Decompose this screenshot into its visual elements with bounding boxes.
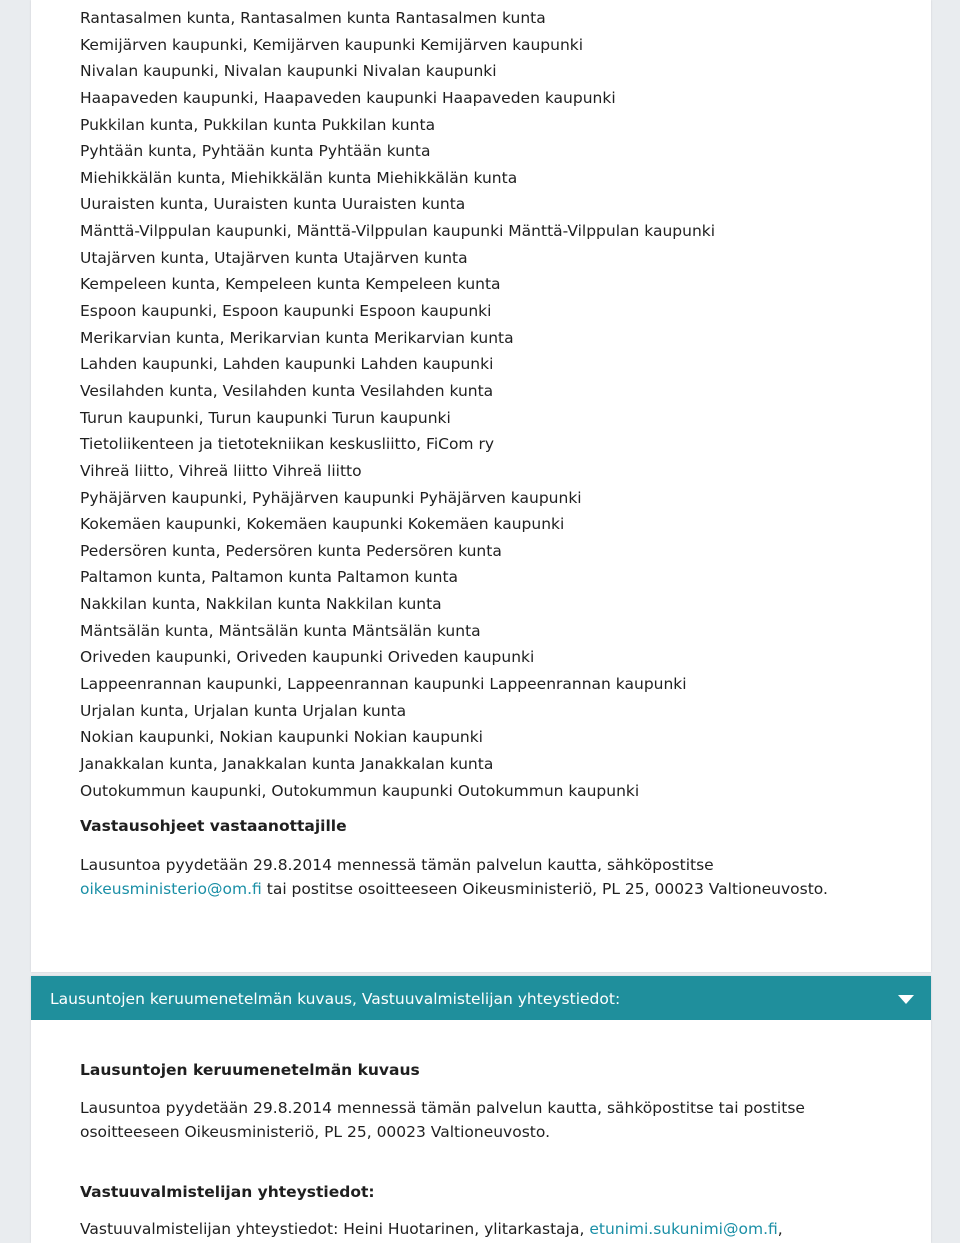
respondents-card: [31, 0, 931, 972]
respondent-item: Mänttä-Vilppulan kaupunki, Mänttä-Vilppulan kaupunki Mänttä-Vilppulan kaupunki: [80, 222, 716, 241]
contact-text-after: ,: [777, 1220, 783, 1238]
contact-text: [80, 1217, 920, 1241]
method-card: [31, 976, 931, 1243]
respondent-item: Espoon kaupunki, Espoon kaupunki Espoon kaupunki: [80, 302, 492, 321]
respondent-item: Oriveden kaupunki, Oriveden kaupunki Oriveden kaupunki: [80, 648, 535, 667]
accordion-toggle[interactable]: [31, 976, 931, 1020]
respondent-item: Lappeenrannan kaupunki, Lappeenrannan kaupunki Lappeenrannan kaupunki: [80, 675, 687, 694]
respondent-item: Nokian kaupunki, Nokian kaupunki Nokian kaupunki: [80, 728, 483, 747]
respondent-item: Janakkalan kunta, Janakkalan kunta Janakkalan kunta: [80, 754, 494, 773]
method-text: Lausuntoa pyydetään 29.8.2014 mennessä tämän palvelun kautta, sähköpostitse tai postitse osoitteeseen Oikeusministeriö, PL 25, 00023 Valtioneuvosto.: [80, 1099, 805, 1141]
respondent-item: Kemijärven kaupunki, Kemijärven kaupunki Kemijärven kaupunki: [80, 35, 584, 54]
respondent-item: Tietoliikenteen ja tietotekniikan keskusliitto, FiCom ry: [80, 435, 495, 454]
contact-text-before: Vastuuvalmistelijan yhteystiedot: Heini Huotarinen, ylitarkastaja,: [80, 1220, 590, 1238]
respondent-item: Merikarvian kunta, Merikarvian kunta Merikarvian kunta: [80, 328, 514, 347]
respondent-item: Kempeleen kunta, Kempeleen kunta Kempeleen kunta: [80, 275, 501, 294]
instructions-text-before: Lausuntoa pyydetään 29.8.2014 mennessä tämän palvelun kautta, sähköpostitse: [80, 856, 714, 874]
caret-down-icon[interactable]: [898, 995, 914, 1004]
respondent-item: Vihreä liitto, Vihreä liitto Vihreä liitto: [80, 461, 362, 480]
respondent-list: [80, 5, 715, 804]
respondent-item: Urjalan kunta, Urjalan kunta Urjalan kunta: [80, 701, 407, 720]
instructions-text: [80, 853, 880, 901]
respondent-item: Nivalan kaupunki, Nivalan kaupunki Nivalan kaupunki: [80, 62, 497, 81]
instructions-heading: Vastausohjeet vastaanottajille: [80, 817, 347, 835]
respondent-item: Miehikkälän kunta, Miehikkälän kunta Miehikkälän kunta: [80, 168, 518, 187]
respondent-item: Paltamon kunta, Paltamon kunta Paltamon kunta: [80, 568, 459, 587]
respondent-item: Pyhäjärven kaupunki, Pyhäjärven kaupunki Pyhäjärven kaupunki: [80, 488, 582, 507]
respondent-item: Nakkilan kunta, Nakkilan kunta Nakkilan kunta: [80, 595, 442, 614]
respondent-item: Pedersören kunta, Pedersören kunta Pedersören kunta: [80, 541, 502, 560]
method-heading: Lausuntojen keruumenetelmän kuvaus: [80, 1061, 420, 1079]
respondent-item: Lahden kaupunki, Lahden kaupunki Lahden kaupunki: [80, 355, 494, 374]
accordion-title: Lausuntojen keruumenetelmän kuvaus, Vastuuvalmistelijan yhteystiedot:: [50, 990, 621, 1008]
respondent-item: Outokummun kaupunki, Outokummun kaupunki Outokummun kaupunki: [80, 781, 640, 800]
respondent-item: Pukkilan kunta, Pukkilan kunta Pukkilan kunta: [80, 115, 436, 134]
respondent-item: Kokemäen kaupunki, Kokemäen kaupunki Kokemäen kaupunki: [80, 515, 565, 534]
respondent-item: Haapaveden kaupunki, Haapaveden kaupunki Haapaveden kaupunki: [80, 88, 616, 107]
respondent-item: Vesilahden kunta, Vesilahden kunta Vesilahden kunta: [80, 381, 494, 400]
instructions-email-link[interactable]: oikeusministerio@om.fi: [80, 880, 262, 898]
respondent-item: Pyhtään kunta, Pyhtään kunta Pyhtään kunta: [80, 142, 431, 161]
respondent-item: Rantasalmen kunta, Rantasalmen kunta Rantasalmen kunta: [80, 9, 546, 27]
contact-heading: Vastuuvalmistelijan yhteystiedot:: [80, 1183, 375, 1201]
instructions-text-after: tai postitse osoitteeseen Oikeusministeriö, PL 25, 00023 Valtioneuvosto.: [261, 880, 828, 898]
respondent-item: Uuraisten kunta, Uuraisten kunta Uuraisten kunta: [80, 195, 466, 214]
respondent-item: Utajärven kunta, Utajärven kunta Utajärven kunta: [80, 248, 468, 267]
contact-email-link[interactable]: etunimi.sukunimi@om.fi: [589, 1220, 778, 1238]
respondent-item: Mäntsälän kunta, Mäntsälän kunta Mäntsälän kunta: [80, 621, 481, 640]
respondent-item: Turun kaupunki, Turun kaupunki Turun kaupunki: [80, 408, 451, 427]
